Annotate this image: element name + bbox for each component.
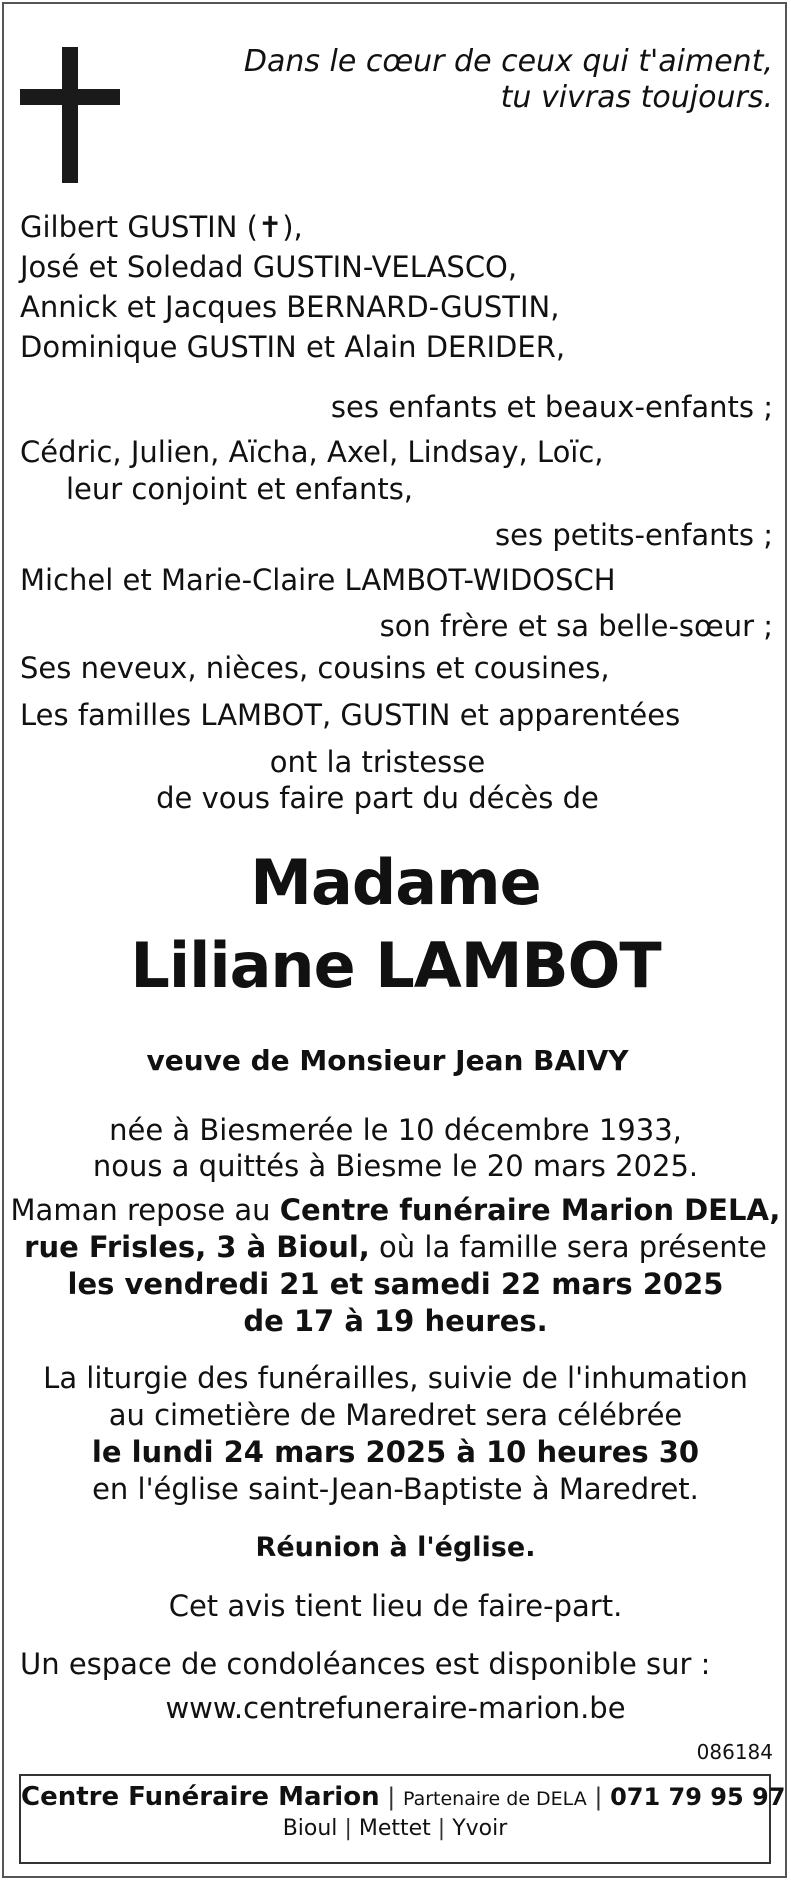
liturgy-church: en l'église saint-Jean-Baptiste à Maredret.: [92, 1472, 699, 1506]
family-relation-grandchildren: ses petits-enfants ;: [495, 518, 773, 552]
footer-partner: Partenaire de DELA: [402, 1788, 587, 1810]
epigraph: [244, 44, 773, 116]
rest-line-1: [0, 1192, 791, 1228]
notice-note: Cet avis tient lieu de faire-part.: [168, 1589, 623, 1623]
liturgy-line-1: La liturgie des funérailles, suivie de l'inhumation: [43, 1361, 748, 1395]
footer-phone[interactable]: 071 79 95 97: [610, 1783, 786, 1811]
footer-location-mettet: Mettet: [358, 1816, 431, 1841]
funeral-center-address: rue Frisles, 3 à Bioul,: [24, 1230, 370, 1264]
family-line-families: Les familles LAMBOT, GUSTIN et apparentées: [20, 698, 681, 732]
footer-separator: |: [594, 1783, 603, 1811]
rest-text: Maman repose au: [10, 1193, 280, 1227]
family-relation-sibling: son frère et sa belle-sœur ;: [379, 609, 773, 643]
footer-separator: |: [437, 1816, 446, 1841]
funeral-center-name: Centre funéraire Marion DELA,: [279, 1193, 781, 1227]
reference-number: 086184: [696, 1740, 773, 1764]
funeral-home-footer: [19, 1774, 786, 1864]
footer-location-bioul: Bioul: [282, 1816, 338, 1841]
deceased-title: Madame: [250, 846, 541, 919]
announcement-line-2: de vous faire part du décès de: [156, 781, 599, 815]
condolences-line: Un espace de condoléances est disponible sur :: [20, 1647, 711, 1681]
family-line-4: Dominique GUSTIN et Alain DERIDER,: [20, 330, 566, 364]
announcement-line-1: ont la tristesse: [269, 745, 486, 779]
liturgy-date: le lundi 24 mars 2025 à 10 heures 30: [91, 1435, 700, 1469]
family-line-grandchildren: Cédric, Julien, Aïcha, Axel, Lindsay, Loïc,: [20, 435, 604, 469]
widow-of: veuve de Monsieur Jean BAIVY: [146, 1044, 629, 1077]
footer-separator: |: [387, 1783, 396, 1811]
footer-location-yvoir: Yvoir: [452, 1816, 508, 1841]
birth-line: née à Biesmerée le 10 décembre 1933,: [109, 1113, 682, 1147]
condolences-url[interactable]: www.centrefuneraire-marion.be: [165, 1691, 626, 1725]
family-line-2: José et Soledad GUSTIN-VELASCO,: [20, 250, 518, 284]
meeting-note: Réunion à l'église.: [255, 1532, 536, 1563]
footer-brand: Centre Funéraire Marion: [21, 1782, 380, 1812]
visitation-dates: les vendredi 21 et samedi 22 mars 2025: [67, 1267, 724, 1301]
family-presence-text: où la famille sera présente: [369, 1230, 767, 1264]
family-line-spouses: leur conjoint et enfants,: [66, 472, 414, 506]
family-relation-children: ses enfants et beaux-enfants ;: [330, 390, 773, 424]
family-line-sibling: Michel et Marie-Claire LAMBOT-WIDOSCH: [20, 563, 616, 597]
epigraph-line-1: Dans le cœur de ceux qui t'aiment,: [243, 44, 773, 79]
visitation-hours: de 17 à 19 heures.: [243, 1304, 548, 1338]
liturgy-line-2: au cimetière de Maredret sera célébrée: [108, 1398, 683, 1432]
footer-separator: |: [344, 1816, 352, 1841]
family-line-1: Gilbert GUSTIN (✝),: [20, 210, 303, 244]
death-line: nous a quittés à Biesme le 20 mars 2025.: [92, 1149, 699, 1183]
family-line-3: Annick et Jacques BERNARD-GUSTIN,: [20, 290, 560, 324]
epigraph-line-2: tu vivras toujours.: [500, 80, 773, 115]
deceased-name: Liliane LAMBOT: [130, 929, 661, 1002]
rest-line-2: [0, 1229, 791, 1265]
family-line-relatives: Ses neveux, nièces, cousins et cousines,: [20, 651, 610, 685]
